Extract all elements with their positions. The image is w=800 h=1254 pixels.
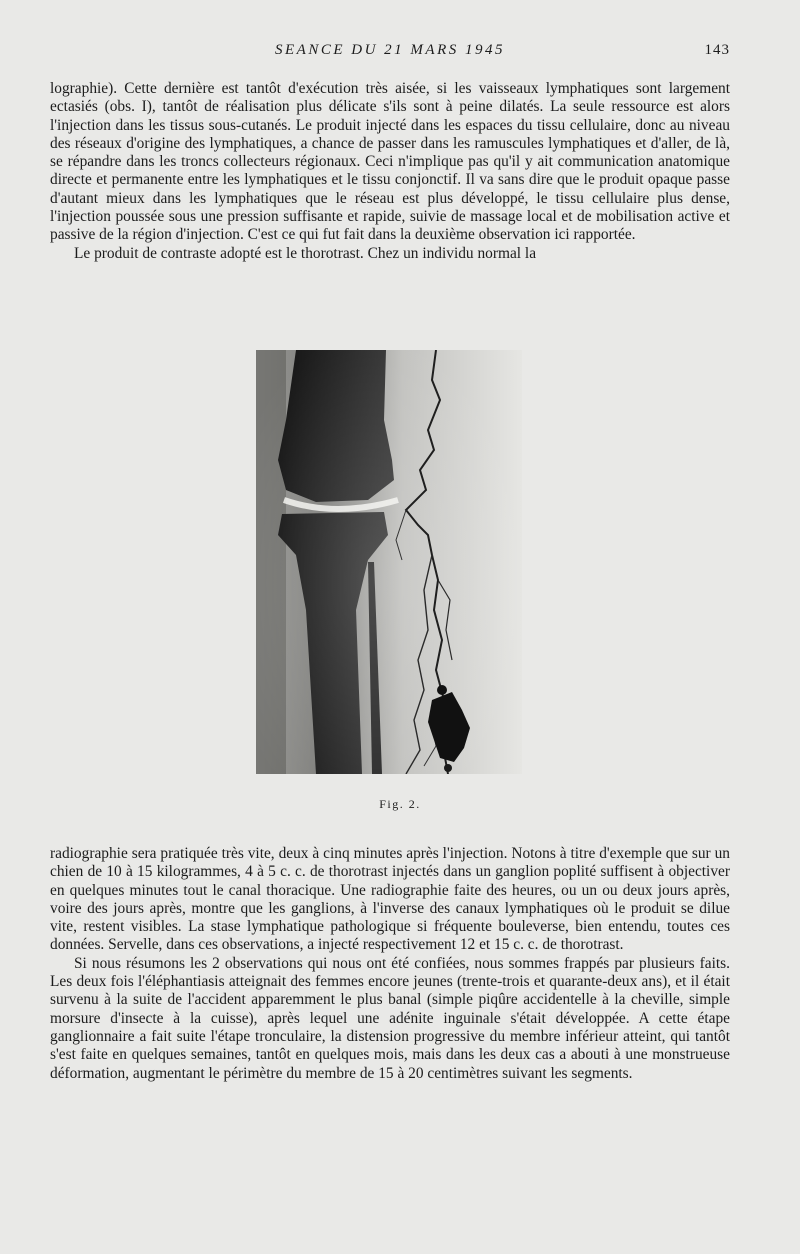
radiograph-figure [256, 350, 522, 774]
paragraph-continued: lographie). Cette dernière est tantôt d'exécution très aisée, si les vaisseaux lymphatiques sont largement ectasiés (obs. I), tantôt de réalisation plus délicate s'ils sont à peine dilatés. La seule ressource est alors l'injection dans les tissus sous-cutanés. Le produit injecté dans les espaces du tissu cellulaire, donc au niveau des réseaux d'origine des lymphatiques, a chance de passer dans les ramuscules lymphatiques et d'aller, de là, se répandre dans les troncs collecteurs régionaux. Ceci n'implique pas qu'il y ait communication anatomique directe et permanente entre les lymphatiques et le tissu conjonctif. Il va sans dire que le produit opaque passe d'autant mieux dans les lymphatiques que le réseau est plus développé, le tissu cellulaire plus dense, l'injection poussée sous une pression suffisante et rapide, suivie de massage local et de mobilisation active et passive de la région d'injection. C'est ce qui fut fait dans la deuxième observation ici rapportée. [50, 80, 730, 244]
paragraph-contrast-agent: Le produit de contraste adopté est le thorotrast. Chez un individu normal la [74, 244, 537, 262]
paragraph-radiography: radiographie sera pratiquée très vite, deux à cinq minutes après l'injection. Notons à titre d'exemple que sur un chien de 10 à 15 kilogrammes, 4 à 5 c. c. de thorotrast injectés dans un ganglion poplité suffisent à objectiver en quelques minutes tout le canal thoracique. Une radiographie faite des heures, ou un ou deux jours après, voire des jours après, montre que les ganglions, à l'inverse des canaux lymphatiques où le produit se dilue vite, restent visibles. La stase lymphatique pathologique si fréquente bouleverse, bien entendu, toutes ces données. Servelle, dans ces observations, a injecté respectivement 12 et 15 c. c. de thorotrast. [50, 845, 730, 954]
page-number: 143 [704, 42, 730, 58]
text-block-top [50, 80, 730, 263]
running-head [50, 42, 730, 64]
running-title: SEANCE DU 21 MARS 1945 [275, 42, 505, 58]
paragraph-summary: Si nous résumons les 2 observations qui nous ont été confiées, nous sommes frappés par plusieurs faits. Les deux fois l'éléphantiasis atteignait des femmes encore jeunes (trente-trois et quarante-deux ans), et il était survenu à la suite de l'accident apparemment le plus banal (simple piqûre accidentelle à la cheville, simple morsure d'insecte à la cuisse), après lequel une adénite inguinale s'était développée. A cette étape ganglionnaire a fait suite l'étape tronculaire, la distension progressive du membre inférieur atteint, qui tantôt s'est faite en quelques semaines, tantôt en quelques mois, mais dans les deux cas a abouti à une monstrueuse déformation, augmentant le périmètre du membre de 15 à 20 centimètres suivant les segments. [50, 954, 730, 1082]
figure-caption: Fig. 2. [379, 797, 421, 811]
text-block-bottom [50, 845, 730, 1083]
knee-radiograph-image [256, 350, 522, 774]
